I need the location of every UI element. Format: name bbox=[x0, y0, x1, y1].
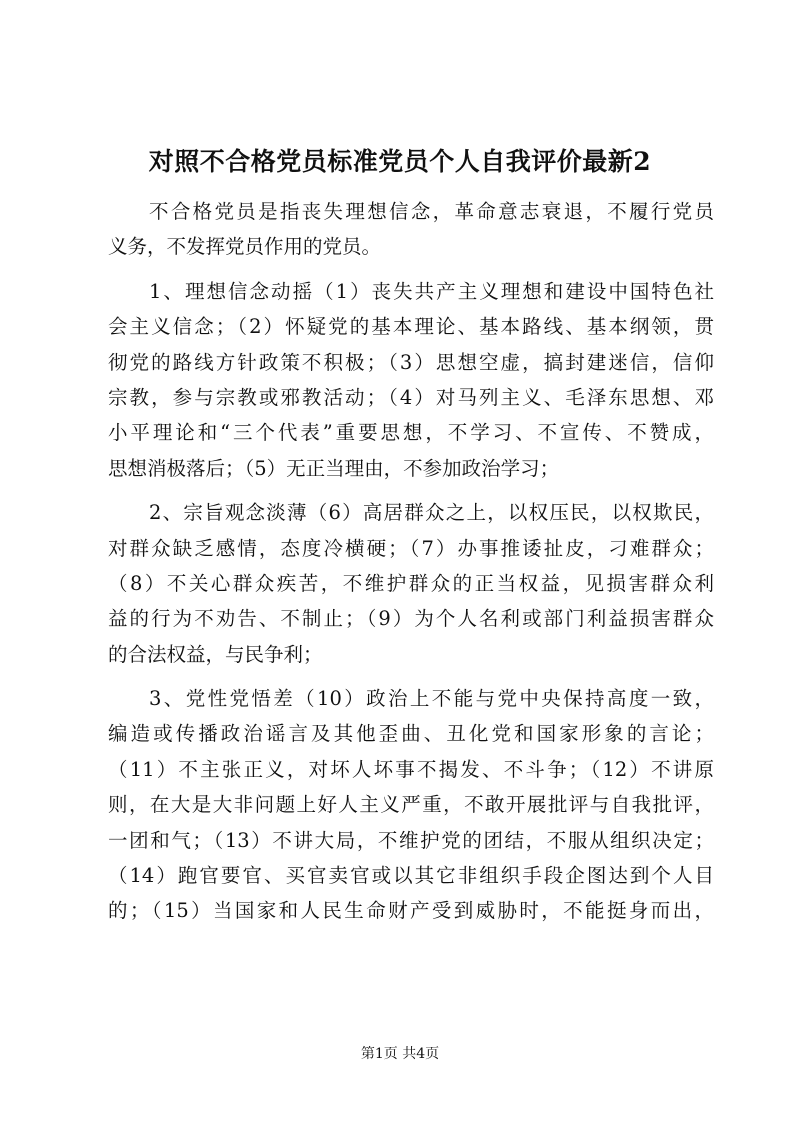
text-line: 3、党性党悟差（10）政治上不能与党中央保持高度一致， bbox=[149, 687, 714, 711]
text-line: 的合法权益，与民争利； bbox=[108, 642, 323, 666]
document-title: 对照不合格党员标准党员个人自我评价最新2 bbox=[148, 147, 652, 176]
page-number-footer: 第1页 共4页 bbox=[360, 1046, 440, 1062]
paragraph-intro bbox=[108, 194, 714, 265]
document-body bbox=[108, 194, 714, 929]
paragraph-section-2 bbox=[108, 495, 714, 672]
paragraph-section-3 bbox=[108, 681, 714, 929]
text-line: 则，在大是大非问题上好人主义严重，不敢开展批评与自我批评， bbox=[108, 793, 714, 817]
text-line: 不合格党员是指丧失理想信念，革命意志衰退，不履行党员 bbox=[149, 200, 714, 223]
text-line: 会主义信念；（2）怀疑党的基本理论、基本路线、基本纲领，贯 bbox=[108, 315, 714, 339]
text-line: （8）不关心群众疾苦，不维护群众的正当权益，见损害群众利 bbox=[108, 571, 714, 595]
text-line: 益的行为不劝告、不制止；（9）为个人名利或部门利益损害群众 bbox=[108, 607, 714, 631]
text-line: 的；（15）当国家和人民生命财产受到威胁时，不能挺身而出， bbox=[108, 899, 714, 923]
text-line: 对群众缺乏感情，态度冷横硬；（7）办事推诿扯皮，刁难群众； bbox=[108, 536, 714, 560]
text-line: 彻党的路线方针政策不积极；（3）思想空虚，搞封建迷信，信仰 bbox=[108, 350, 714, 374]
text-line: 思想消极落后；（5）无正当理由，不参加政治学习； bbox=[108, 456, 560, 480]
text-line: 编造或传播政治谣言及其他歪曲、丑化党和国家形象的言论； bbox=[108, 722, 714, 746]
text-line: 宗教，参与宗教或邪教活动；（4）对马列主义、毛泽东思想、邓 bbox=[108, 385, 714, 409]
text-line: 一团和气；（13）不讲大局，不维护党的团结，不服从组织决定； bbox=[108, 828, 714, 852]
text-line: 义务，不发挥党员作用的党员。 bbox=[108, 235, 382, 259]
text-line: 1、理想信念动摇（1）丧失共产主义理想和建设中国特色社 bbox=[149, 279, 714, 303]
paragraph-section-1 bbox=[108, 274, 714, 486]
text-line: （11）不主张正义，对坏人坏事不揭发、不斗争；（12）不讲原 bbox=[108, 757, 714, 781]
text-line: 小平理论和“三个代表”重要思想，不学习、不宣传、不赞成， bbox=[108, 421, 714, 445]
text-line: 2、宗旨观念淡薄（6）高居群众之上，以权压民，以权欺民， bbox=[149, 501, 714, 525]
text-line: （14）跑官要官、买官卖官或以其它非组织手段企图达到个人目 bbox=[108, 864, 714, 888]
